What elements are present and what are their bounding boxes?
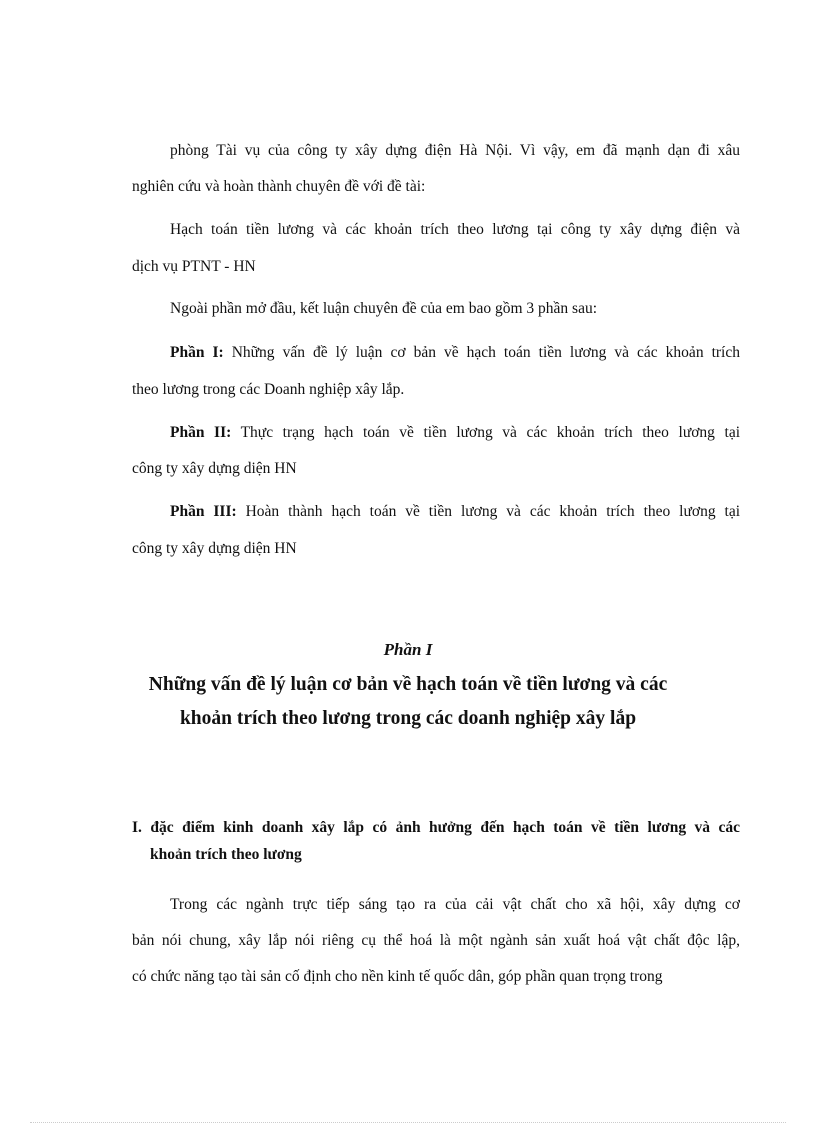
body-line-1: Trong các ngành trực tiếp sáng tạo ra của cải vật chất cho xã hội, xây dựng cơ <box>170 896 740 913</box>
section-heading-line-2: khoản trích theo lương <box>150 846 302 864</box>
part-1-line-2: theo lương trong các Doanh nghiệp xây lắp. <box>132 381 405 398</box>
intro-line-1: phòng Tài vụ của công ty xây dựng điện Hà Nội. Vì vậy, em đã mạnh dạn đi xâu <box>170 142 740 159</box>
part-2-line-1 <box>132 423 740 443</box>
section-heading-line-1: I. đặc điểm kinh doanh xây lắp có ảnh hưởng đến hạch toán về tiền lương và các <box>132 819 740 836</box>
intro-line-2: nghiên cứu và hoàn thành chuyên đề với đề tài: <box>132 178 426 195</box>
topic-line-1: Hạch toán tiền lương và các khoản trích theo lương tại công ty xây dựng điện và <box>170 221 740 238</box>
part-3-text: Hoàn thành hạch toán về tiền lương và các khoản trích theo lương tại <box>236 503 741 520</box>
part-2-line-2: công ty xây dựng diện HN <box>132 460 297 477</box>
chapter-title-line-2: khoản trích theo lương trong các doanh nghiệp xây lắp <box>179 708 637 729</box>
part-2-text: Thực trạng hạch toán về tiền lương và các khoản trích theo lương tại <box>231 424 741 441</box>
chapter-title-line-1: Những vấn đề lý luận cơ bản về hạch toán về tiền lương và các <box>148 674 668 695</box>
outline-intro: Ngoài phần mở đầu, kết luận chuyên đề của em bao gồm 3 phần sau: <box>170 300 598 317</box>
part-3-label: Phần III: <box>170 503 237 520</box>
topic-line-2: dịch vụ PTNT - HN <box>132 258 256 275</box>
body-line-2: bản nói chung, xây lắp nói riêng cụ thể hoá là một ngành sản xuất hoá vật chất độc lập, <box>132 932 740 949</box>
chapter-label: Phần I <box>383 640 433 659</box>
body-line-3: có chức năng tạo tài sản cố định cho nền kinh tế quốc dân, góp phần quan trọng trong <box>132 968 663 985</box>
part-3-line-2: công ty xây dựng diện HN <box>132 540 297 557</box>
part-1-text: Những vấn đề lý luận cơ bản về hạch toán tiền lương và các khoản trích <box>223 344 740 361</box>
part-2-label: Phần II: <box>170 424 232 441</box>
part-1-label: Phần I: <box>170 344 224 361</box>
part-3-line-1 <box>132 502 740 522</box>
part-1-line-1 <box>132 343 740 363</box>
section-heading <box>132 814 740 868</box>
